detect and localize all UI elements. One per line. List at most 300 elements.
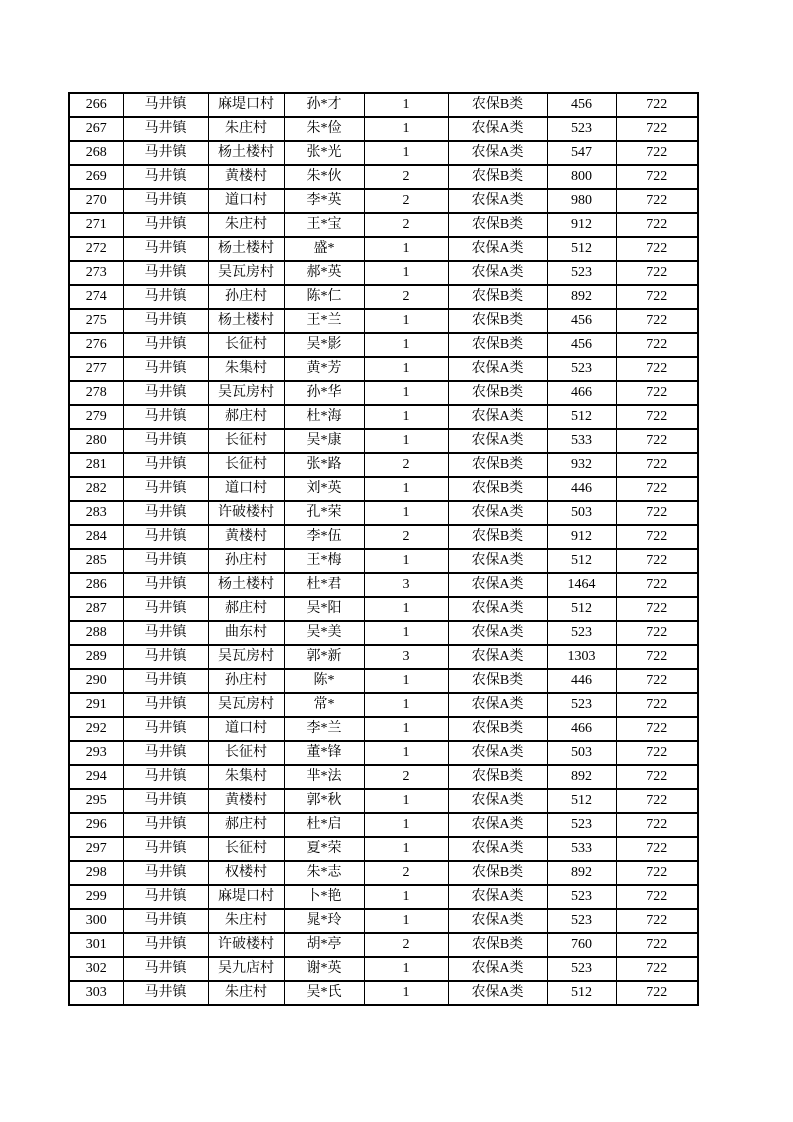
cell-standard: 722 — [616, 813, 698, 837]
cell-count: 2 — [364, 165, 448, 189]
cell-village: 曲东村 — [208, 621, 284, 645]
cell-person-name: 郝*英 — [284, 261, 364, 285]
cell-standard: 722 — [616, 237, 698, 261]
cell-standard: 722 — [616, 261, 698, 285]
cell-standard: 722 — [616, 165, 698, 189]
cell-person-name: 杜*启 — [284, 813, 364, 837]
cell-count: 2 — [364, 933, 448, 957]
cell-town: 马井镇 — [123, 429, 208, 453]
cell-count: 1 — [364, 621, 448, 645]
cell-person-name: 陈* — [284, 669, 364, 693]
cell-amount: 892 — [547, 765, 616, 789]
cell-seq: 266 — [69, 93, 123, 117]
cell-amount: 512 — [547, 981, 616, 1005]
cell-category: 农保A类 — [448, 837, 547, 861]
cell-seq: 277 — [69, 357, 123, 381]
cell-amount: 466 — [547, 381, 616, 405]
cell-village: 权楼村 — [208, 861, 284, 885]
cell-count: 1 — [364, 333, 448, 357]
table-row — [69, 909, 698, 933]
cell-person-name: 吴*氏 — [284, 981, 364, 1005]
cell-town: 马井镇 — [123, 261, 208, 285]
cell-person-name: 吴*影 — [284, 333, 364, 357]
cell-town: 马井镇 — [123, 453, 208, 477]
cell-standard: 722 — [616, 117, 698, 141]
cell-category: 农保A类 — [448, 549, 547, 573]
cell-village: 黄楼村 — [208, 789, 284, 813]
cell-town: 马井镇 — [123, 213, 208, 237]
cell-amount: 503 — [547, 501, 616, 525]
table-row — [69, 309, 698, 333]
table-row — [69, 597, 698, 621]
cell-standard: 722 — [616, 141, 698, 165]
cell-standard: 722 — [616, 213, 698, 237]
cell-count: 1 — [364, 717, 448, 741]
cell-count: 3 — [364, 645, 448, 669]
cell-count: 2 — [364, 189, 448, 213]
cell-count: 2 — [364, 285, 448, 309]
cell-person-name: 李*伍 — [284, 525, 364, 549]
cell-standard: 722 — [616, 861, 698, 885]
cell-category: 农保B类 — [448, 285, 547, 309]
cell-village: 黄楼村 — [208, 525, 284, 549]
cell-village: 长征村 — [208, 837, 284, 861]
cell-town: 马井镇 — [123, 981, 208, 1005]
cell-count: 1 — [364, 957, 448, 981]
cell-count: 1 — [364, 381, 448, 405]
cell-person-name: 谢*英 — [284, 957, 364, 981]
cell-standard: 722 — [616, 525, 698, 549]
cell-town: 马井镇 — [123, 237, 208, 261]
cell-town: 马井镇 — [123, 141, 208, 165]
cell-count: 1 — [364, 141, 448, 165]
table-row — [69, 477, 698, 501]
cell-person-name: 朱*俭 — [284, 117, 364, 141]
cell-seq: 273 — [69, 261, 123, 285]
cell-standard: 722 — [616, 405, 698, 429]
cell-seq: 286 — [69, 573, 123, 597]
cell-seq: 297 — [69, 837, 123, 861]
cell-standard: 722 — [616, 333, 698, 357]
cell-town: 马井镇 — [123, 381, 208, 405]
cell-village: 吴瓦房村 — [208, 693, 284, 717]
cell-category: 农保B类 — [448, 93, 547, 117]
cell-amount: 912 — [547, 213, 616, 237]
cell-village: 吴瓦房村 — [208, 645, 284, 669]
cell-person-name: 黄*芳 — [284, 357, 364, 381]
cell-standard: 722 — [616, 789, 698, 813]
cell-amount: 892 — [547, 861, 616, 885]
cell-village: 吴九店村 — [208, 957, 284, 981]
cell-count: 1 — [364, 501, 448, 525]
cell-standard: 722 — [616, 477, 698, 501]
cell-category: 农保A类 — [448, 429, 547, 453]
cell-category: 农保A类 — [448, 645, 547, 669]
cell-village: 道口村 — [208, 189, 284, 213]
cell-count: 1 — [364, 549, 448, 573]
cell-category: 农保B类 — [448, 765, 547, 789]
cell-count: 1 — [364, 981, 448, 1005]
cell-category: 农保A类 — [448, 693, 547, 717]
cell-count: 2 — [364, 765, 448, 789]
cell-person-name: 孙*华 — [284, 381, 364, 405]
table-row — [69, 741, 698, 765]
table-row — [69, 693, 698, 717]
cell-amount: 800 — [547, 165, 616, 189]
cell-standard: 722 — [616, 429, 698, 453]
table-row — [69, 357, 698, 381]
cell-standard: 722 — [616, 573, 698, 597]
cell-village: 长征村 — [208, 333, 284, 357]
cell-amount: 523 — [547, 909, 616, 933]
cell-town: 马井镇 — [123, 333, 208, 357]
cell-amount: 456 — [547, 309, 616, 333]
cell-count: 1 — [364, 477, 448, 501]
table-row — [69, 213, 698, 237]
cell-village: 朱庄村 — [208, 213, 284, 237]
cell-count: 1 — [364, 885, 448, 909]
cell-town: 马井镇 — [123, 477, 208, 501]
cell-standard: 722 — [616, 93, 698, 117]
table-row — [69, 621, 698, 645]
cell-seq: 280 — [69, 429, 123, 453]
cell-standard: 722 — [616, 981, 698, 1005]
table-row — [69, 765, 698, 789]
cell-seq: 275 — [69, 309, 123, 333]
cell-count: 1 — [364, 837, 448, 861]
cell-count: 1 — [364, 429, 448, 453]
cell-category: 农保A类 — [448, 261, 547, 285]
table-row — [69, 93, 698, 117]
cell-town: 马井镇 — [123, 909, 208, 933]
cell-category: 农保B类 — [448, 933, 547, 957]
cell-category: 农保A类 — [448, 117, 547, 141]
cell-person-name: 刘*英 — [284, 477, 364, 501]
cell-seq: 279 — [69, 405, 123, 429]
cell-village: 郝庄村 — [208, 597, 284, 621]
table-row — [69, 429, 698, 453]
cell-person-name: 芈*法 — [284, 765, 364, 789]
cell-amount: 456 — [547, 93, 616, 117]
cell-village: 许破楼村 — [208, 501, 284, 525]
cell-village: 麻堤口村 — [208, 93, 284, 117]
cell-village: 杨土楼村 — [208, 573, 284, 597]
cell-person-name: 张*光 — [284, 141, 364, 165]
cell-standard: 722 — [616, 957, 698, 981]
cell-village: 朱庄村 — [208, 909, 284, 933]
cell-standard: 722 — [616, 837, 698, 861]
cell-amount: 446 — [547, 477, 616, 501]
cell-category: 农保B类 — [448, 213, 547, 237]
cell-seq: 293 — [69, 741, 123, 765]
cell-town: 马井镇 — [123, 597, 208, 621]
cell-village: 吴瓦房村 — [208, 381, 284, 405]
table-row — [69, 333, 698, 357]
cell-count: 1 — [364, 597, 448, 621]
cell-person-name: 孙*才 — [284, 93, 364, 117]
cell-seq: 276 — [69, 333, 123, 357]
cell-amount: 512 — [547, 237, 616, 261]
cell-person-name: 夏*荣 — [284, 837, 364, 861]
cell-seq: 299 — [69, 885, 123, 909]
cell-standard: 722 — [616, 453, 698, 477]
cell-count: 1 — [364, 669, 448, 693]
cell-category: 农保B类 — [448, 525, 547, 549]
cell-village: 孙庄村 — [208, 669, 284, 693]
cell-count: 1 — [364, 909, 448, 933]
cell-village: 许破楼村 — [208, 933, 284, 957]
cell-amount: 512 — [547, 789, 616, 813]
cell-amount: 892 — [547, 285, 616, 309]
cell-person-name: 晁*玲 — [284, 909, 364, 933]
cell-person-name: 杜*君 — [284, 573, 364, 597]
cell-village: 吴瓦房村 — [208, 261, 284, 285]
table-row — [69, 645, 698, 669]
cell-seq: 272 — [69, 237, 123, 261]
cell-standard: 722 — [616, 885, 698, 909]
cell-town: 马井镇 — [123, 93, 208, 117]
cell-category: 农保A类 — [448, 501, 547, 525]
cell-standard: 722 — [616, 597, 698, 621]
cell-person-name: 常* — [284, 693, 364, 717]
cell-standard: 722 — [616, 765, 698, 789]
cell-seq: 283 — [69, 501, 123, 525]
cell-town: 马井镇 — [123, 573, 208, 597]
cell-seq: 268 — [69, 141, 123, 165]
cell-amount: 512 — [547, 405, 616, 429]
cell-seq: 298 — [69, 861, 123, 885]
cell-count: 1 — [364, 693, 448, 717]
cell-town: 马井镇 — [123, 645, 208, 669]
cell-seq: 294 — [69, 765, 123, 789]
payment-table — [68, 92, 699, 1006]
cell-amount: 547 — [547, 141, 616, 165]
cell-village: 长征村 — [208, 429, 284, 453]
cell-standard: 722 — [616, 669, 698, 693]
cell-person-name: 李*兰 — [284, 717, 364, 741]
cell-seq: 302 — [69, 957, 123, 981]
cell-amount: 932 — [547, 453, 616, 477]
table-row — [69, 837, 698, 861]
cell-amount: 456 — [547, 333, 616, 357]
cell-village: 黄楼村 — [208, 165, 284, 189]
cell-person-name: 王*宝 — [284, 213, 364, 237]
cell-seq: 288 — [69, 621, 123, 645]
cell-town: 马井镇 — [123, 189, 208, 213]
table-row — [69, 981, 698, 1005]
table-row — [69, 549, 698, 573]
cell-village: 朱庄村 — [208, 981, 284, 1005]
cell-category: 农保A类 — [448, 189, 547, 213]
cell-standard: 722 — [616, 501, 698, 525]
cell-count: 2 — [364, 213, 448, 237]
cell-village: 朱庄村 — [208, 117, 284, 141]
cell-seq: 292 — [69, 717, 123, 741]
cell-seq: 289 — [69, 645, 123, 669]
table-row — [69, 525, 698, 549]
cell-count: 2 — [364, 861, 448, 885]
cell-standard: 722 — [616, 717, 698, 741]
cell-amount: 523 — [547, 813, 616, 837]
cell-town: 马井镇 — [123, 405, 208, 429]
cell-category: 农保B类 — [448, 381, 547, 405]
cell-count: 2 — [364, 453, 448, 477]
cell-amount: 533 — [547, 837, 616, 861]
cell-town: 马井镇 — [123, 165, 208, 189]
cell-count: 1 — [364, 741, 448, 765]
cell-amount: 523 — [547, 885, 616, 909]
table-row — [69, 141, 698, 165]
cell-category: 农保A类 — [448, 573, 547, 597]
cell-category: 农保A类 — [448, 357, 547, 381]
cell-standard: 722 — [616, 309, 698, 333]
cell-amount: 1303 — [547, 645, 616, 669]
cell-seq: 285 — [69, 549, 123, 573]
cell-town: 马井镇 — [123, 765, 208, 789]
cell-person-name: 王*兰 — [284, 309, 364, 333]
cell-person-name: 孔*荣 — [284, 501, 364, 525]
cell-person-name: 卜*艳 — [284, 885, 364, 909]
cell-person-name: 吴*阳 — [284, 597, 364, 621]
cell-amount: 523 — [547, 357, 616, 381]
table-row — [69, 957, 698, 981]
cell-category: 农保B类 — [448, 477, 547, 501]
cell-standard: 722 — [616, 381, 698, 405]
cell-village: 郝庄村 — [208, 813, 284, 837]
cell-count: 1 — [364, 93, 448, 117]
cell-person-name: 李*英 — [284, 189, 364, 213]
cell-category: 农保B类 — [448, 717, 547, 741]
cell-seq: 282 — [69, 477, 123, 501]
cell-seq: 284 — [69, 525, 123, 549]
cell-amount: 523 — [547, 693, 616, 717]
cell-amount: 523 — [547, 117, 616, 141]
cell-category: 农保A类 — [448, 813, 547, 837]
table-row — [69, 573, 698, 597]
cell-town: 马井镇 — [123, 117, 208, 141]
cell-standard: 722 — [616, 741, 698, 765]
cell-standard: 722 — [616, 645, 698, 669]
table-row — [69, 405, 698, 429]
cell-village: 杨土楼村 — [208, 141, 284, 165]
cell-amount: 523 — [547, 957, 616, 981]
cell-category: 农保B类 — [448, 309, 547, 333]
cell-seq: 300 — [69, 909, 123, 933]
cell-category: 农保B类 — [448, 861, 547, 885]
cell-person-name: 董*锋 — [284, 741, 364, 765]
cell-count: 1 — [364, 789, 448, 813]
cell-count: 1 — [364, 357, 448, 381]
table-row — [69, 237, 698, 261]
cell-seq: 301 — [69, 933, 123, 957]
cell-town: 马井镇 — [123, 549, 208, 573]
cell-category: 农保B类 — [448, 165, 547, 189]
cell-town: 马井镇 — [123, 285, 208, 309]
cell-standard: 722 — [616, 693, 698, 717]
cell-town: 马井镇 — [123, 525, 208, 549]
cell-category: 农保B类 — [448, 333, 547, 357]
cell-category: 农保A类 — [448, 405, 547, 429]
cell-amount: 512 — [547, 549, 616, 573]
cell-seq: 295 — [69, 789, 123, 813]
cell-amount: 523 — [547, 261, 616, 285]
cell-category: 农保A类 — [448, 237, 547, 261]
cell-seq: 281 — [69, 453, 123, 477]
cell-town: 马井镇 — [123, 621, 208, 645]
cell-seq: 296 — [69, 813, 123, 837]
cell-town: 马井镇 — [123, 669, 208, 693]
table-row — [69, 885, 698, 909]
cell-town: 马井镇 — [123, 957, 208, 981]
cell-standard: 722 — [616, 909, 698, 933]
cell-town: 马井镇 — [123, 717, 208, 741]
cell-amount: 446 — [547, 669, 616, 693]
cell-standard: 722 — [616, 621, 698, 645]
cell-count: 1 — [364, 405, 448, 429]
cell-village: 杨土楼村 — [208, 237, 284, 261]
cell-person-name: 朱*伙 — [284, 165, 364, 189]
cell-person-name: 张*路 — [284, 453, 364, 477]
cell-category: 农保A类 — [448, 741, 547, 765]
cell-count: 1 — [364, 309, 448, 333]
cell-category: 农保A类 — [448, 621, 547, 645]
cell-seq: 274 — [69, 285, 123, 309]
cell-seq: 303 — [69, 981, 123, 1005]
cell-count: 2 — [364, 525, 448, 549]
cell-amount: 503 — [547, 741, 616, 765]
cell-count: 1 — [364, 237, 448, 261]
cell-standard: 722 — [616, 189, 698, 213]
cell-village: 郝庄村 — [208, 405, 284, 429]
cell-seq: 270 — [69, 189, 123, 213]
cell-standard: 722 — [616, 549, 698, 573]
cell-person-name: 吴*美 — [284, 621, 364, 645]
cell-person-name: 郭*新 — [284, 645, 364, 669]
cell-category: 农保B类 — [448, 453, 547, 477]
cell-village: 孙庄村 — [208, 285, 284, 309]
table-row — [69, 189, 698, 213]
table-row — [69, 285, 698, 309]
table-row — [69, 717, 698, 741]
cell-amount: 760 — [547, 933, 616, 957]
table-row — [69, 669, 698, 693]
cell-town: 马井镇 — [123, 861, 208, 885]
cell-amount: 512 — [547, 597, 616, 621]
cell-village: 孙庄村 — [208, 549, 284, 573]
cell-category: 农保A类 — [448, 957, 547, 981]
cell-seq: 267 — [69, 117, 123, 141]
cell-village: 道口村 — [208, 717, 284, 741]
cell-amount: 533 — [547, 429, 616, 453]
cell-village: 朱集村 — [208, 357, 284, 381]
cell-town: 马井镇 — [123, 693, 208, 717]
cell-amount: 980 — [547, 189, 616, 213]
cell-town: 马井镇 — [123, 837, 208, 861]
cell-standard: 722 — [616, 285, 698, 309]
cell-count: 1 — [364, 117, 448, 141]
cell-category: 农保B类 — [448, 669, 547, 693]
cell-amount: 466 — [547, 717, 616, 741]
cell-town: 马井镇 — [123, 741, 208, 765]
cell-village: 杨土楼村 — [208, 309, 284, 333]
cell-person-name: 王*梅 — [284, 549, 364, 573]
cell-category: 农保A类 — [448, 597, 547, 621]
cell-person-name: 吴*康 — [284, 429, 364, 453]
cell-town: 马井镇 — [123, 813, 208, 837]
table-row — [69, 501, 698, 525]
table-row — [69, 933, 698, 957]
table-row — [69, 381, 698, 405]
